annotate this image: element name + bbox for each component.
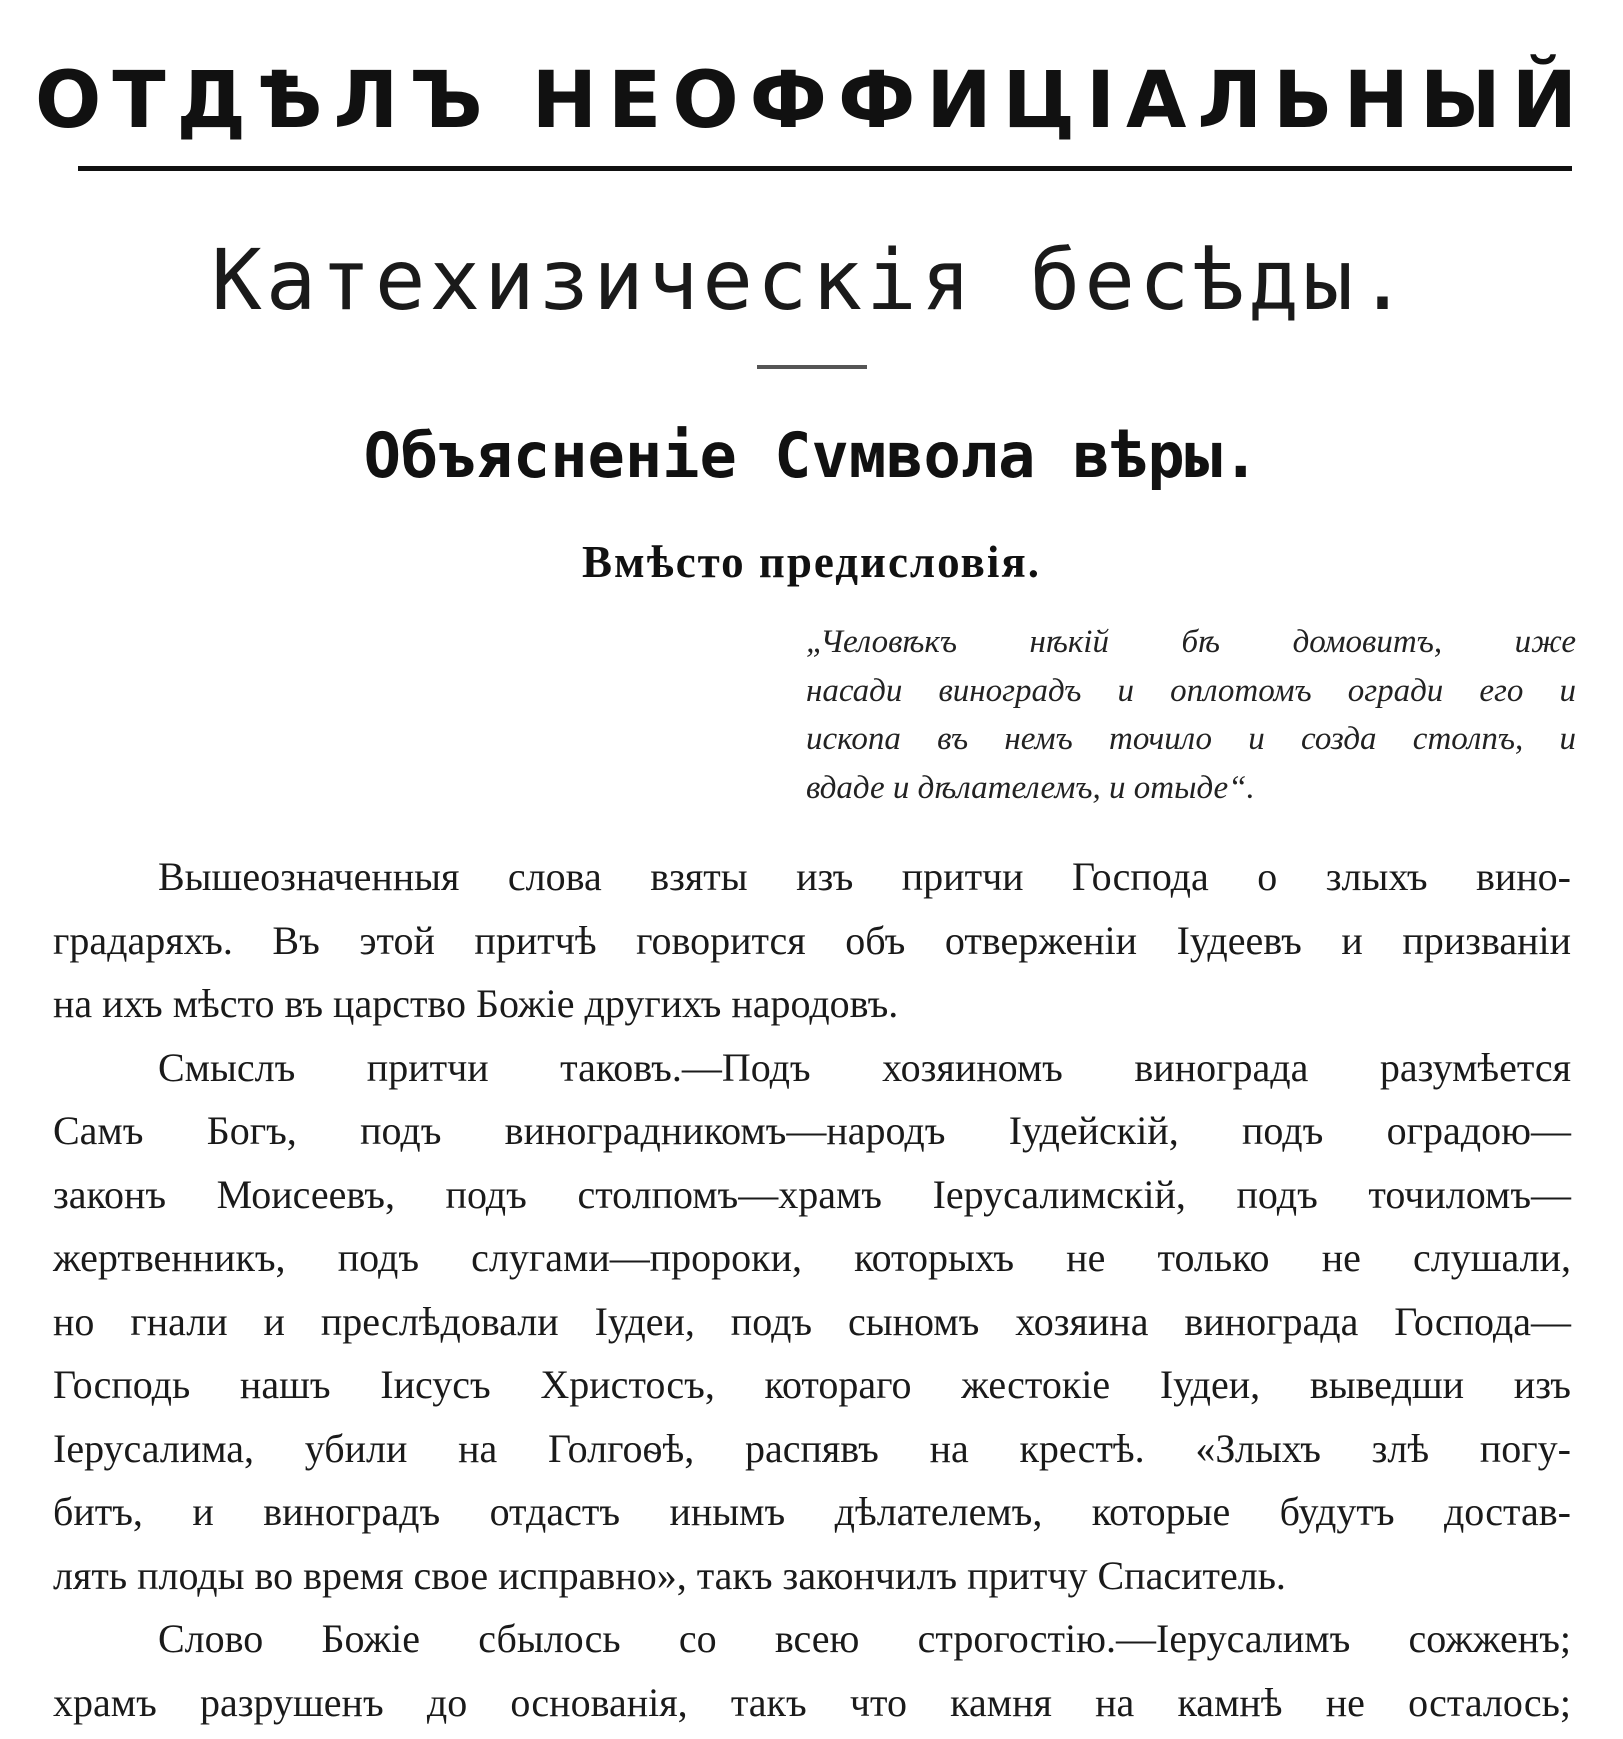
title-divider <box>757 365 867 369</box>
body-line: битъ, и виноградъ отдастъ инымъ дѣлателемъ, которые будутъ достав- <box>53 1489 1571 1534</box>
subtitle: Объясненіе Сvмвола вѣры. <box>363 419 1260 492</box>
body-line: на ихъ мѣсто въ царство Божіе другихъ народовъ. <box>53 981 899 1026</box>
body-line: Смыслъ притчи таковъ.—Подъ хозяиномъ винограда разумѣется <box>158 1044 1571 1090</box>
section-header: ОТДѢЛЪ НЕОФФИЦІАЛЬНЫЙ <box>35 56 1588 146</box>
body-line: Слово Божіе сбылось со всею строгостію.—Іерусалимъ сожженъ; <box>158 1616 1571 1661</box>
epigraph-line: вдаде и дѣлателемъ, и отыде“. <box>806 769 1255 806</box>
body-line: храмъ разрушенъ до основанія, такъ что камня на камнѣ не осталось; <box>53 1679 1571 1725</box>
epigraph-line: насади виноградъ и оплотомъ огради его и <box>806 672 1576 709</box>
body-line: лять плоды во время свое исправно», такъ закончилъ притчу Спаситель. <box>53 1552 1286 1598</box>
body-line: Іерусалима, убили на Голгоѳѣ, распявъ на крестѣ. «Злыхъ злѣ погу- <box>53 1425 1571 1471</box>
section-heading: Вмѣсто предисловія. <box>582 537 1041 587</box>
body-line: Господь нашъ Іисусъ Христосъ, котораго жестокіе Іудеи, выведши изъ <box>53 1362 1571 1407</box>
header-rule <box>78 166 1572 171</box>
body-text <box>53 845 1571 1734</box>
body-line: градаряхъ. Въ этой притчѣ говорится объ отверженіи Іудеевъ и призваніи <box>53 917 1571 963</box>
body-line: Вышеозначенныя слова взяты изъ притчи Господа о злыхъ вино- <box>158 854 1571 899</box>
body-line: но гнали и преслѣдовали Іудеи, подъ сыномъ хозяина винограда Господа— <box>53 1298 1571 1344</box>
body-line: законъ Моисеевъ, подъ столпомъ—храмъ Іерусалимскій, подъ точиломъ— <box>53 1171 1571 1217</box>
body-line: жертвенникъ, подъ слугами—пророки, которыхъ не только не слушали, <box>53 1235 1571 1280</box>
main-title: Катехизическія бесѣды. <box>211 231 1412 329</box>
body-line: Самъ Богъ, подъ виноградникомъ—народъ Іудейскій, подъ оградою— <box>53 1108 1571 1153</box>
epigraph <box>806 618 1576 812</box>
epigraph-line: ископа въ немъ точило и созда столпъ, и <box>806 721 1576 757</box>
epigraph-line: „Человѣкъ нѣкій бѣ домовитъ, иже <box>806 624 1576 660</box>
